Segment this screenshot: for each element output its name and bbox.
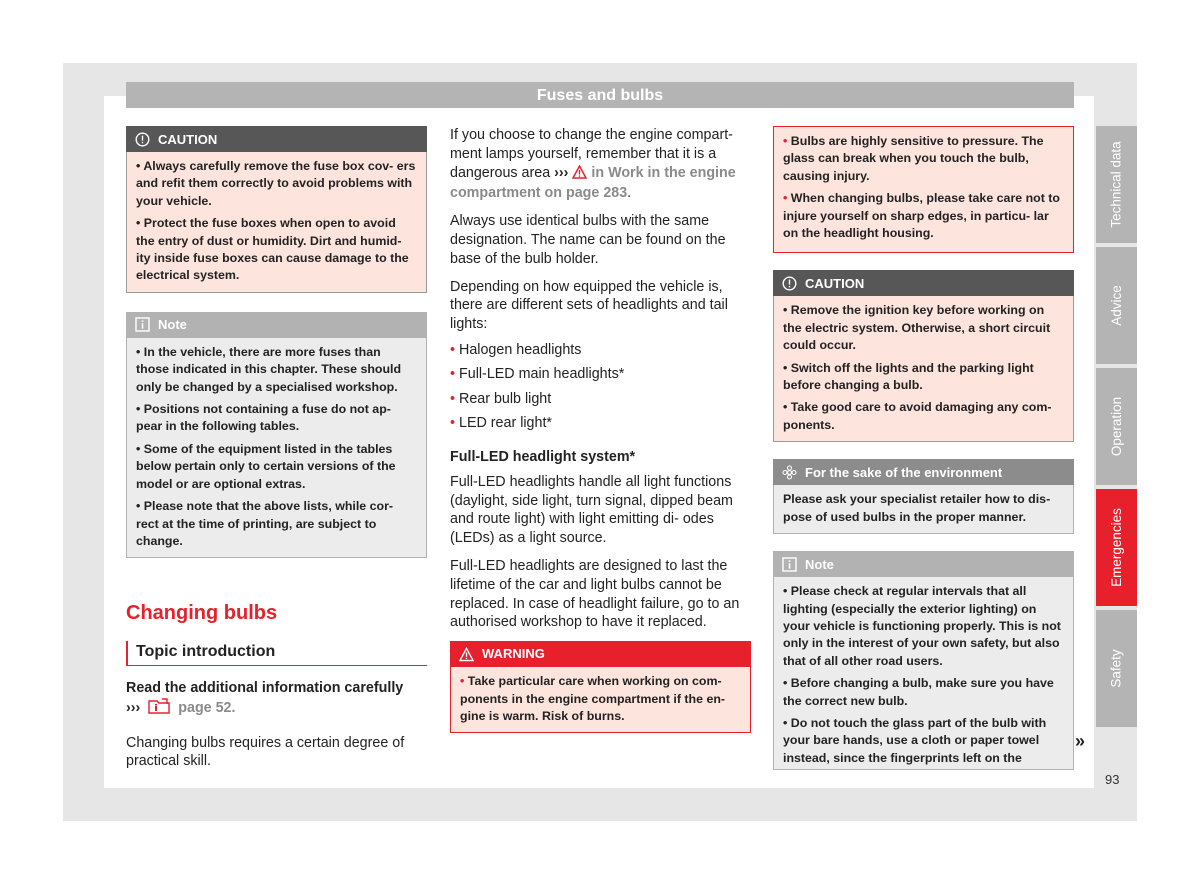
column-right xyxy=(773,126,1074,770)
header-title: Fuses and bulbs xyxy=(536,87,664,104)
warning-header xyxy=(450,641,751,667)
note-body xyxy=(126,338,427,558)
read-info xyxy=(126,679,427,719)
tab-emergencies[interactable]: Emergencies xyxy=(1096,489,1137,606)
column-left xyxy=(126,126,427,771)
warning-icon xyxy=(459,647,474,662)
note-item: • Some of the equipment listed in the tables below pertain only to certain versions of the model or are optional extras. xyxy=(136,441,396,491)
intro-text: Changing bulbs requires a certain degree of practical skill. xyxy=(126,734,405,770)
environment-text: Please ask your specialist retailer how to dis- pose of used bulbs in the proper manner. xyxy=(783,492,1051,524)
note-item: • In the vehicle, there are more fuses than those indicated in this chapter. These should only be changed by a specialised workshop. xyxy=(136,344,402,394)
list-item: • LED rear light* xyxy=(450,415,552,432)
note-item: • Please check at regular intervals that all lighting (especially the exterior lighting) on your vehicle is functioning properly. This is not only in the interest of your own safety, but also that of all other road users. xyxy=(783,584,1061,668)
book-icon xyxy=(147,698,171,720)
warning-item: • When changing bulbs, please take care not to injure yourself on sharp edges, in particu- lar on the headlight housing. xyxy=(783,191,1060,241)
caution-item: • Remove the ignition key before working on the electric system. Otherwise, a short circuit could occur. xyxy=(783,303,1051,353)
warning-item: • Bulbs are highly sensitive to pressure. The glass can break when you touch the bulb, causing injury. xyxy=(783,134,1044,183)
warning-item: • Take particular care when working on com- ponents in the engine compartment if the en- gine is warm. Risk of burns. xyxy=(460,674,726,723)
caution-body xyxy=(126,152,427,293)
list-item: • Full-LED main headlights* xyxy=(450,366,625,383)
note-body xyxy=(773,577,1074,770)
paragraph-identical: Always use identical bulbs with the same designation. The name can be found on the base of the bulb holder. xyxy=(450,213,726,267)
caution-item: • Take good care to avoid damaging any com- ponents. xyxy=(783,400,1052,432)
tab-technical-data[interactable]: Technical data xyxy=(1096,126,1137,243)
note-title: Note xyxy=(158,317,187,333)
note-item: • Please note that the above lists, while cor- rect at the time of printing, are subject to change. xyxy=(136,499,394,548)
caution-title: CAUTION xyxy=(805,275,865,291)
tab-safety[interactable]: Safety xyxy=(1096,610,1137,727)
caution-icon xyxy=(135,132,150,147)
note-header xyxy=(126,312,427,338)
caution-item: • Protect the fuse boxes when open to avoid the entry of dust or humidity. Dirt and humid- ity inside fuse boxes can cause damage to the electrical system. xyxy=(136,216,409,283)
page-link[interactable]: page 52. xyxy=(178,699,236,716)
flower-icon xyxy=(782,465,797,480)
caution-title: CAUTION xyxy=(158,131,218,147)
page-number: 93 xyxy=(1105,772,1120,787)
note-item: • Do not touch the glass part of the bulb with your bare hands, use a cloth or paper towel instead, since the fingerprints left on the xyxy=(783,715,1047,765)
paragraph-sets: Depending on how equipped the vehicle is, there are different sets of headlights and tail lights: xyxy=(450,278,728,333)
caution-header xyxy=(126,126,427,152)
subheading-led: Full-LED headlight system* xyxy=(450,448,636,465)
caution-box xyxy=(126,126,427,293)
note-item: • Positions not containing a fuse do not ap- pear in the following tables. xyxy=(136,402,391,434)
column-middle xyxy=(450,126,751,733)
environment-title: For the sake of the environment xyxy=(805,464,1003,480)
environment-body xyxy=(773,485,1074,534)
warning-continued-box xyxy=(773,126,1074,253)
caution-body xyxy=(773,296,1074,442)
headlight-list xyxy=(450,338,751,436)
read-info-text: Read the additional information carefully xyxy=(126,680,404,697)
warning-title: WARNING xyxy=(482,645,545,661)
info-icon xyxy=(135,317,150,332)
caution-item: • Switch off the lights and the parking light before changing a bulb. xyxy=(783,360,1034,393)
paragraph-led-lifetime: Full-LED headlights are designed to last the lifetime of the car and light bulbs cannot be replaced. In case of headlight failure, go to an authorised workshop to have it replaced. xyxy=(450,557,740,631)
link-arrows: ››› xyxy=(126,699,141,716)
paragraph-led-functions: Full-LED headlights handle all light functions (daylight, side light, turn signal, dipped beam and route light) with light emitting di- odes (LEDs) as a light source. xyxy=(450,473,733,547)
info-icon xyxy=(782,557,797,572)
environment-box xyxy=(773,459,1074,534)
environment-header xyxy=(773,459,1074,485)
note-header xyxy=(773,551,1074,577)
note-title: Note xyxy=(805,556,834,572)
warning-box xyxy=(450,641,751,733)
warning-body xyxy=(450,667,751,733)
section-title: Changing bulbs xyxy=(126,602,278,625)
caution-header xyxy=(773,270,1074,296)
tab-advice[interactable]: Advice xyxy=(1096,247,1137,364)
note-box xyxy=(126,312,427,558)
read-info-link[interactable] xyxy=(126,698,427,720)
tab-operation[interactable]: Operation xyxy=(1096,368,1137,485)
caution-box-right xyxy=(773,270,1074,442)
warning-triangle-icon xyxy=(572,165,587,185)
topic-heading: Topic introduction xyxy=(126,641,427,666)
list-item: • Halogen headlights xyxy=(450,341,582,358)
caution-item: • Always carefully remove the fuse box cov- ers and refit them correctly to avoid problems with your vehicle. xyxy=(136,159,416,208)
note-item: • Before changing a bulb, make sure you have the correct new bulb. xyxy=(783,676,1054,708)
continue-mark: » xyxy=(1075,731,1086,751)
list-item: • Rear bulb light xyxy=(450,390,552,407)
engine-compartment-link[interactable]: in Work in the engine compartment on page 283 xyxy=(450,164,736,202)
caution-icon xyxy=(782,276,797,291)
paragraph-engine: If you choose to change the engine compart- ment lamps yourself, remember that it is a dangerous area ››› in Work in the engine compartment on page 283. xyxy=(450,127,736,202)
page-header xyxy=(126,82,1074,108)
note-box-right xyxy=(773,551,1074,770)
